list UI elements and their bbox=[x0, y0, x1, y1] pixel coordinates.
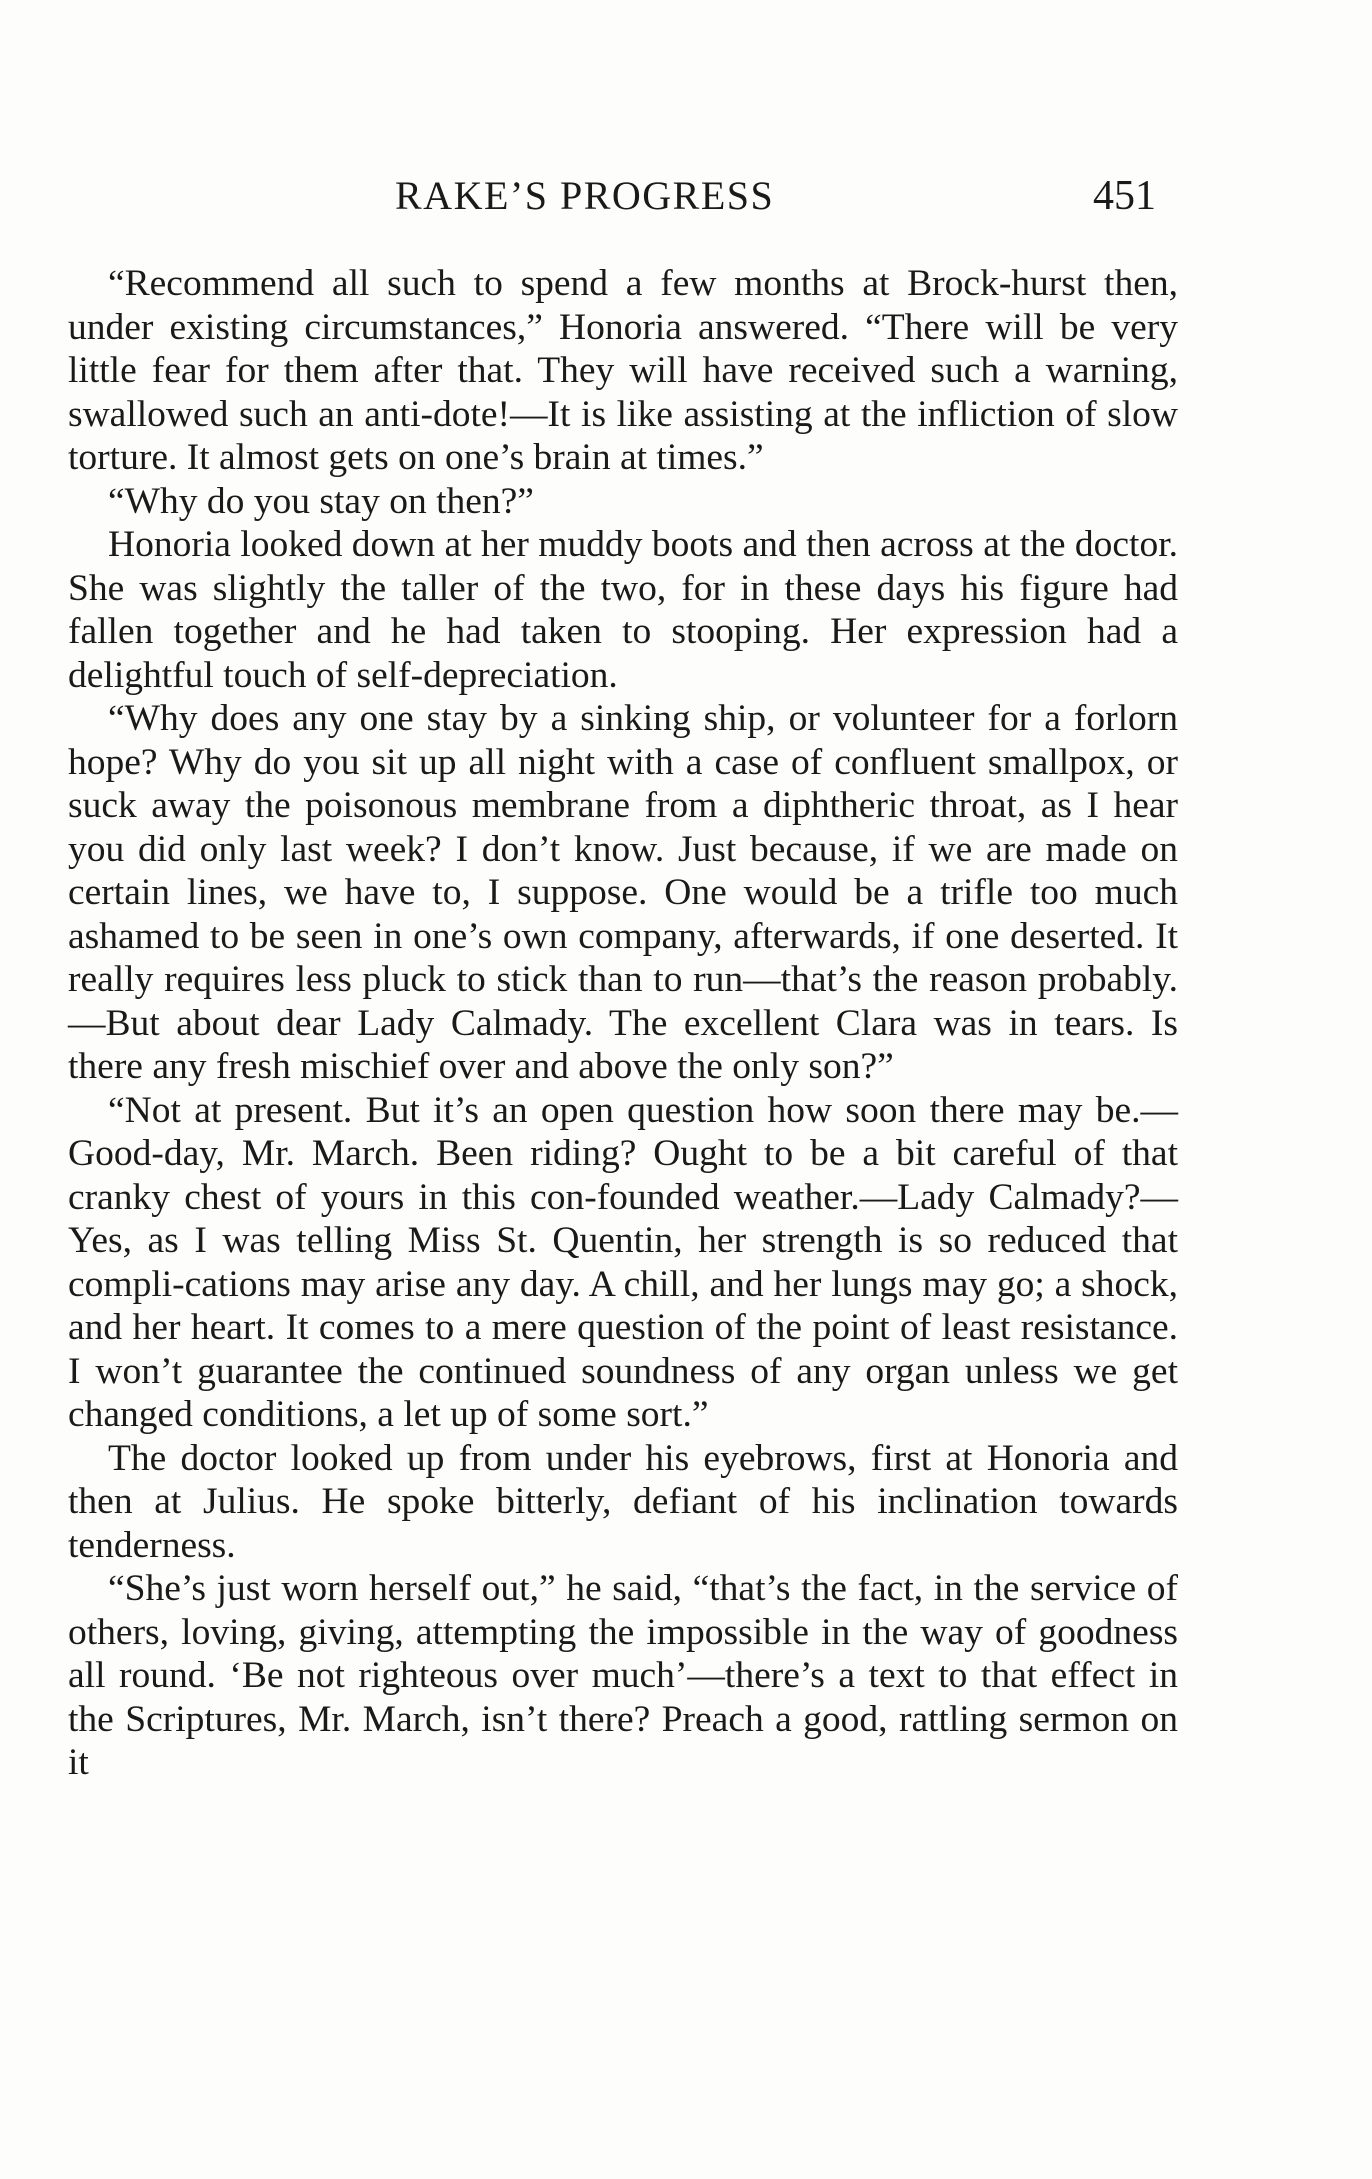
paragraph: “Recommend all such to spend a few months at Brock-hurst then, under existing circumstances,” Honoria answered. “There will be very little fear for them after that. They will have received such a warning, swallowed such an anti-dote!—It is like assisting at the infliction of slow torture. It almost gets on one’s brain at times.” bbox=[68, 263, 1178, 478]
paragraph: “Not at present. But it’s an open question how soon there may be.—Good-day, Mr. March. Been riding? Ought to be a bit careful of that cranky chest of yours in this con-founded weather.—Lady Calmady?—Yes, as I was telling Miss St. Quentin, her strength is so reduced that compli-cations may arise any day. A chill, and her lungs may go; a shock, and her heart. It comes to a mere question of the point of least resistance. I won’t guarantee the continued soundness of any organ unless we get changed conditions, a let up of some sort.” bbox=[68, 1089, 1178, 1435]
paragraph: Honoria looked down at her muddy boots and then across at the doctor. She was slightly the taller of the two, for in these days his figure had fallen together and he had taken to stooping. Her expression had a delightful touch of self-depreciation. bbox=[68, 524, 1178, 696]
page-number: 451 bbox=[1093, 173, 1156, 219]
paragraph: “Why does any one stay by a sinking ship, or volunteer for a forlorn hope? Why do you sit up all night with a case of confluent smallpox, or suck away the poisonous membrane from a diphtheric throat, as I hear you did only last week? I don’t know. Just because, if we are made on certain lines, we have to, I suppose. One would be a trifle too much ashamed to be seen in one’s own company, afterwards, if one deserted. It really requires less pluck to stick than to run—that’s the reason probably.—But about dear Lady Calmady. The excellent Clara was in tears. Is there any fresh mischief over and above the only son?” bbox=[68, 698, 1178, 1087]
running-title: RAKE’S PROGRESS bbox=[395, 173, 775, 218]
paragraph: “Why do you stay on then?” bbox=[108, 480, 534, 522]
paragraph: “She’s just worn herself out,” he said, “that’s the fact, in the service of others, loving, giving, attempting the impossible in the way of goodness all round. ‘Be not righteous over much’—there’s a text to that effect in the Scriptures, Mr. March, isn’t there? Preach a good, rattling sermon on it bbox=[68, 1568, 1178, 1783]
body-text bbox=[68, 262, 1178, 1785]
paragraph: The doctor looked up from under his eyebrows, first at Honoria and then at Julius. He spoke bitterly, defiant of his inclination towards tenderness. bbox=[68, 1437, 1178, 1566]
running-header bbox=[0, 172, 1372, 232]
